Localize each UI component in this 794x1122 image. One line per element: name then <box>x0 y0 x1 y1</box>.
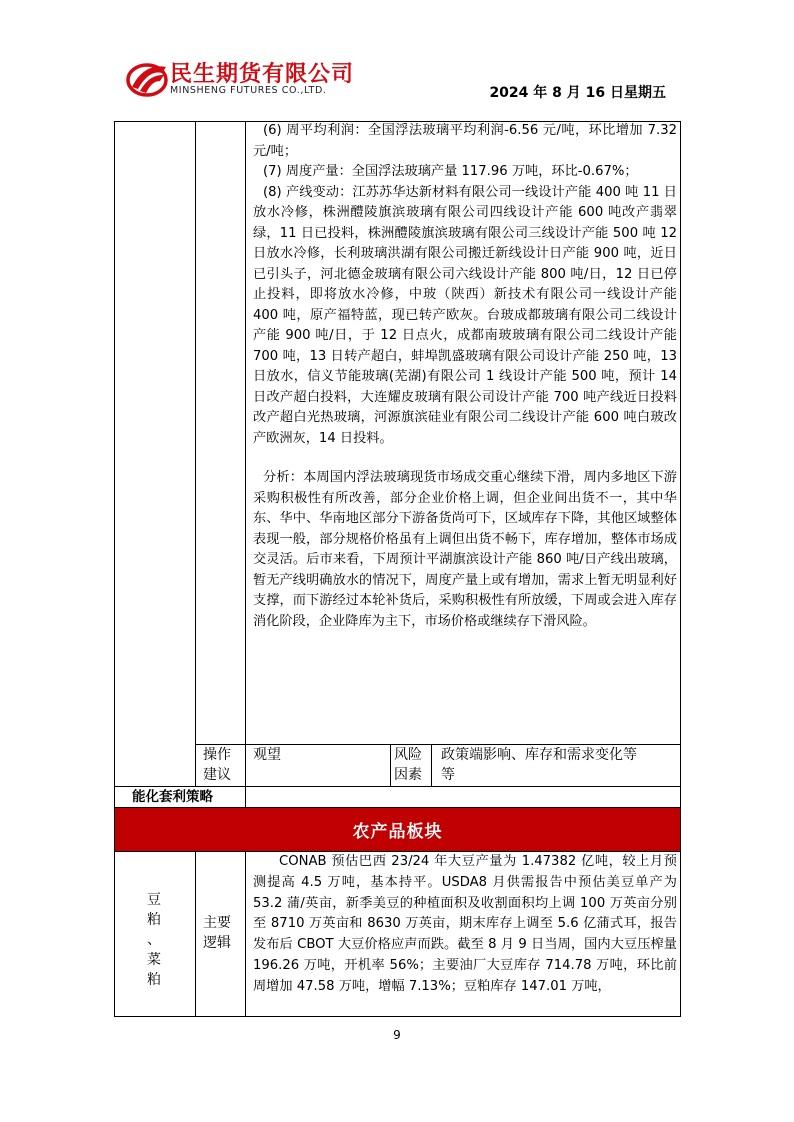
operation-value: 观望 <box>253 747 281 763</box>
company-logo <box>126 55 366 103</box>
report-date: 2024 年 8 月 16 日星期五 <box>489 85 666 101</box>
soy-main-logic: CONAB 预估巴西 23/24 年大豆产量为 1.47382 亿吨，较上月预测提高 4.5 万吨，基本持平。USDA8 月供需报告中预估美豆单产为 53.2 蒲/英亩，新季美豆的种植面积及收割面积均上调 100 万英亩分别至 8710 万英亩和 8630 万英亩，期末库存上调至 5.6 亿蒲式耳，报告发布后 CBOT 大豆价格应声而跌。截至 8 月 9 日当周，国内大豆压榨量 196.26 万吨，开机率 56%；主要油厂大豆库存 714.78 万吨，环比前周增加 47.58 万吨，增幅 7.13%；豆粕库存 147.01 万吨， <box>253 854 677 994</box>
logo-chinese-name: 民生期货有限公司 <box>170 62 355 87</box>
glass-weekly-profit: (6) 周平均利润：全国浮法玻璃平均利润-6.56 元/吨，环比增加 7.32 元/吨； <box>253 123 677 159</box>
risk-value: 政策端影响、库存和需求变化等 等 <box>441 747 637 783</box>
logo-english-name: MINSHENG FUTURES CO.,LTD. <box>170 85 327 96</box>
operation-label: 操作 建议 <box>203 747 231 783</box>
risk-label: 风险 因素 <box>394 747 422 783</box>
energy-arbitrage-label: 能化套利策略 <box>132 789 213 805</box>
glass-analysis: 分析：本周国内浮法玻璃现货市场成交重心继续下滑，周内多地区下游采购积极性有所改善，部分企业价格上调，但企业间出货不一，其中华东、华中、华南地区部分下游备货尚可下，区域库存下降，其他区域整体表现一般，部分规格价格虽有上调但出货不畅下，库存增加，整体市场成交灵活。后市来看，下周预计平湖旗滨设计产能 860 吨/日产线出玻璃，暂无产线明确放水的情况下，周度产量上或有增加，需求上暂无明显利好支撑，而下游经过本轮补货后，采购积极性有所放缓，下周或会进入库存消化阶段，企业降库为主下，市场价格或继续存下滑风险。 <box>253 470 677 629</box>
page-number: 9 <box>393 1028 401 1042</box>
agriculture-section-banner: 农产品板块 <box>115 808 680 851</box>
glass-data-section <box>253 121 677 632</box>
main-logic-label: 主要 逻辑 <box>203 915 231 951</box>
soy-meal-label: 豆 粕 、 菜 粕 <box>147 892 161 988</box>
minsheng-logo-icon <box>126 57 168 99</box>
glass-line-changes: (8) 产线变动：江苏苏华达新材料有限公司一线设计产能 400 吨 11 日放水冷修，株洲醴陵旗滨玻璃有限公司四线设计产能 600 吨改产翡翠绿，11 日已投料，株洲醴陵旗滨玻璃有限公司三线设计产能 500 吨 12 日放水冷修，长利玻璃洪湖有限公司搬迁新线设计日产能 900 吨，近日已引头子，河北德金玻璃有限公司六线设计产能 800 吨/日，12 日已停止投料，即将放水冷修，中玻（陕西）新技术有限公司一线设计产能 400 吨，原产福特蓝，现已转产欧灰。台玻成都玻璃有限公司二线设计产能 900 吨/日，于 12 日点火，成都南玻玻璃有限公司二线设计产能 700 吨，13 日转产超白，蚌埠凯盛玻璃有限公司设计产能 250 吨，13 日放水，信义节能玻璃(芜湖)有限公司 1 线设计产能 500 吨，预计 14 日改产超白投料，大连耀皮玻璃有限公司设计产能 700 吨产线近日投料改产超白光热玻璃，河源旗滨硅业有限公司二线设计产能 600 吨白玻改产欧洲灰，14 日投料。 <box>253 184 677 446</box>
glass-weekly-output: (7) 周度产量：全国浮法玻璃产量 117.96 万吨，环比-0.67%； <box>263 164 638 179</box>
